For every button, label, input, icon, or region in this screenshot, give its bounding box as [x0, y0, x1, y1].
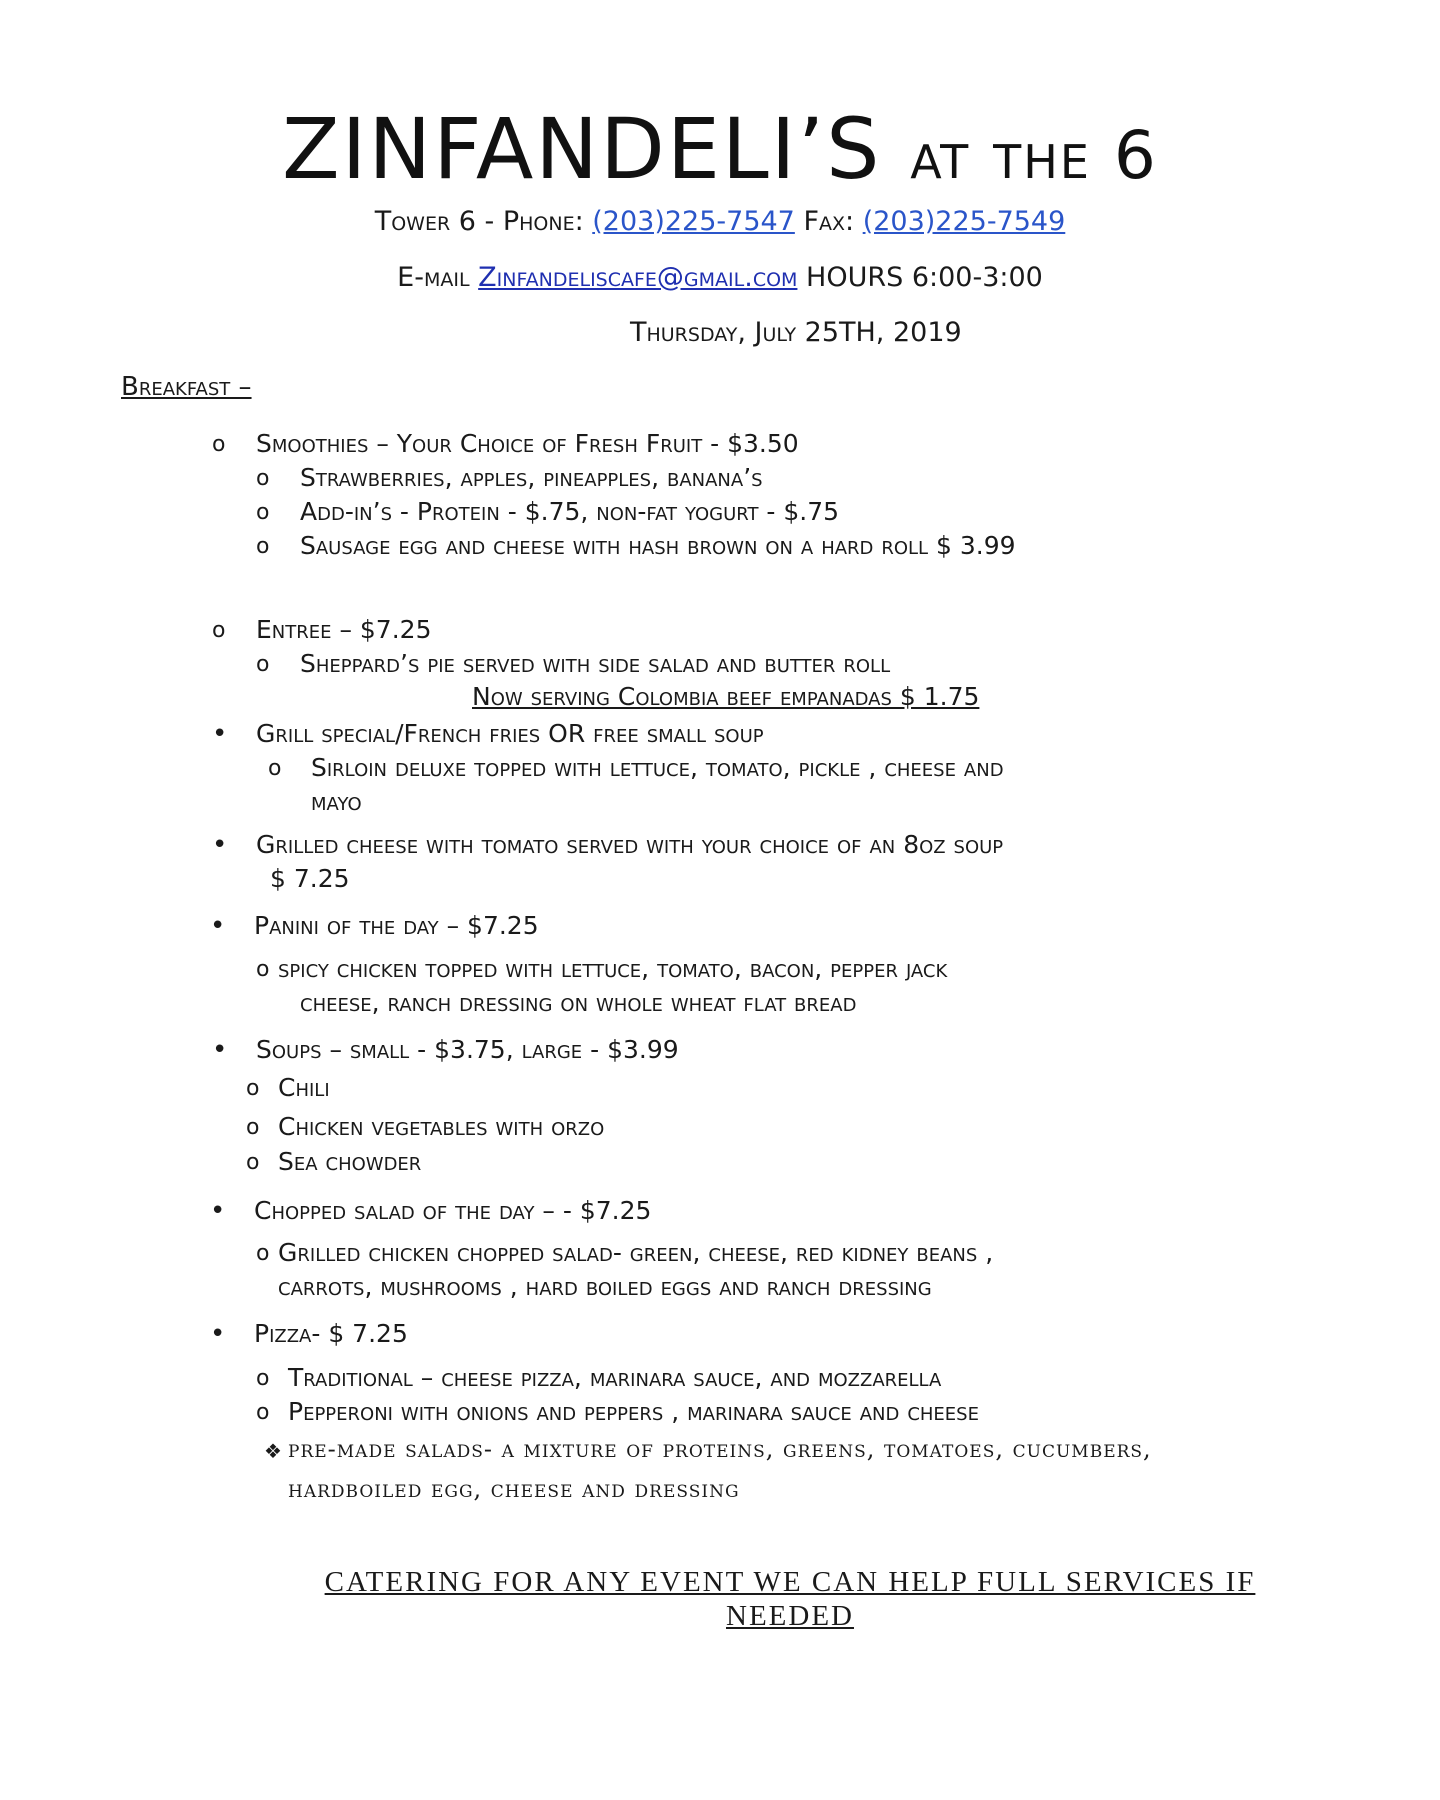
sub-panini-cont: cheese, ranch dressing on whole wheat flat bread	[300, 988, 857, 1017]
hours-text: HOURS 6:00-3:00	[806, 262, 1043, 293]
bullet-circle: o	[212, 618, 226, 643]
bullet-circle: o	[246, 1150, 260, 1175]
sub-sirloin-cont: mayo	[311, 787, 362, 816]
bullet-circle: o	[256, 500, 270, 525]
bullet-dot: •	[210, 911, 226, 941]
menu-date: Thursday, July 25TH, 2019	[630, 317, 962, 348]
item-panini: Panini of the day – $7.25	[254, 911, 539, 940]
bullet-circle: o	[256, 466, 270, 491]
bullet-dot: •	[212, 830, 228, 860]
title-main: ZINFANDELI’S	[282, 100, 882, 198]
item-premade-salads: pre-made salads- a mixture of proteins, greens, tomatoes, cucumbers,	[288, 1435, 1152, 1463]
sub-addins: Add-in’s - Protein - $.75, non-fat yogurt - $.75	[300, 497, 840, 526]
empanadas-note: Now serving Colombia beef empanadas $ 1.75	[472, 682, 980, 711]
tower-label: Tower 6 - Phone:	[374, 206, 584, 237]
email-line	[0, 262, 1440, 293]
bullet-dot: •	[210, 1196, 226, 1226]
item-entree: Entree – $7.25	[256, 615, 432, 644]
sub-soup-chowder: Sea chowder	[278, 1147, 422, 1176]
title-tail: at the 6	[910, 117, 1158, 194]
sub-chopped: Grilled chicken chopped salad- green, cheese, red kidney beans ,	[278, 1238, 994, 1267]
bullet-dot: •	[212, 1035, 228, 1065]
bullet-circle: o	[256, 957, 270, 982]
item-pizza: Pizza- $ 7.25	[254, 1319, 408, 1348]
item-grilled-cheese: Grilled cheese with tomato served with your choice of an 8oz soup	[256, 830, 1004, 859]
bullet-circle: o	[246, 1115, 260, 1140]
section-breakfast: Breakfast –	[121, 372, 252, 402]
bullet-circle: o	[256, 1366, 270, 1391]
bullet-circle: o	[212, 432, 226, 457]
bullet-circle: o	[268, 756, 282, 781]
item-chopped-salad: Chopped salad of the day – - $7.25	[254, 1196, 652, 1225]
bullet-circle: o	[256, 652, 270, 677]
bullet-circle: o	[246, 1076, 260, 1101]
sub-chopped-cont: carrots, mushrooms , hard boiled eggs and ranch dressing	[278, 1272, 932, 1301]
fax-label: Fax:	[803, 206, 855, 237]
bullet-dot: •	[210, 1319, 226, 1349]
catering-line-1: CATERING FOR ANY EVENT WE CAN HELP FULL SERVICES IF	[324, 1566, 1256, 1598]
bullet-dot: •	[212, 719, 228, 749]
email-label: E-mail	[397, 262, 470, 293]
item-grill: Grill special/French fries OR free small soup	[256, 719, 764, 748]
phone-link[interactable]: (203)225-7547	[592, 206, 795, 237]
bullet-circle: o	[256, 1241, 270, 1266]
sub-soup-chicken: Chicken vegetables with orzo	[278, 1112, 605, 1141]
page-title	[0, 100, 1440, 198]
catering-line-2: NEEDED	[726, 1600, 854, 1632]
bullet-circle: o	[256, 534, 270, 559]
sub-pizza-pepperoni: Pepperoni with onions and peppers , marinara sauce and cheese	[288, 1397, 979, 1426]
item-smoothies: Smoothies – Your Choice of Fresh Fruit - $3.50	[256, 429, 799, 458]
sub-entree-item: Sheppard’s pie served with side salad and butter roll	[300, 649, 891, 678]
catering-note	[200, 1565, 1380, 1633]
sub-sausage: Sausage egg and cheese with hash brown on a hard roll $ 3.99	[300, 531, 1016, 560]
fax-link[interactable]: (203)225-7549	[862, 206, 1066, 237]
diamond-bullet-icon: ❖	[264, 1439, 282, 1463]
item-soups: Soups – small - $3.75, large - $3.99	[256, 1035, 679, 1064]
grilled-cheese-price: $ 7.25	[270, 864, 350, 893]
sub-soup-chili: Chili	[278, 1073, 330, 1102]
sub-sirloin: Sirloin deluxe topped with lettuce, tomato, pickle , cheese and	[311, 753, 1004, 782]
bullet-circle: o	[256, 1400, 270, 1425]
sub-panini: spicy chicken topped with lettuce, tomato, bacon, pepper jack	[278, 954, 948, 983]
contact-line	[0, 206, 1440, 237]
sub-pizza-traditional: Traditional – cheese pizza, marinara sauce, and mozzarella	[288, 1363, 942, 1392]
item-premade-salads-cont: hardboiled egg, cheese and dressing	[288, 1475, 740, 1503]
sub-smoothie-fruits: Strawberries, apples, pineapples, banana’s	[300, 463, 763, 492]
email-link[interactable]: Zinfandeliscafe@gmail.com	[478, 262, 798, 293]
